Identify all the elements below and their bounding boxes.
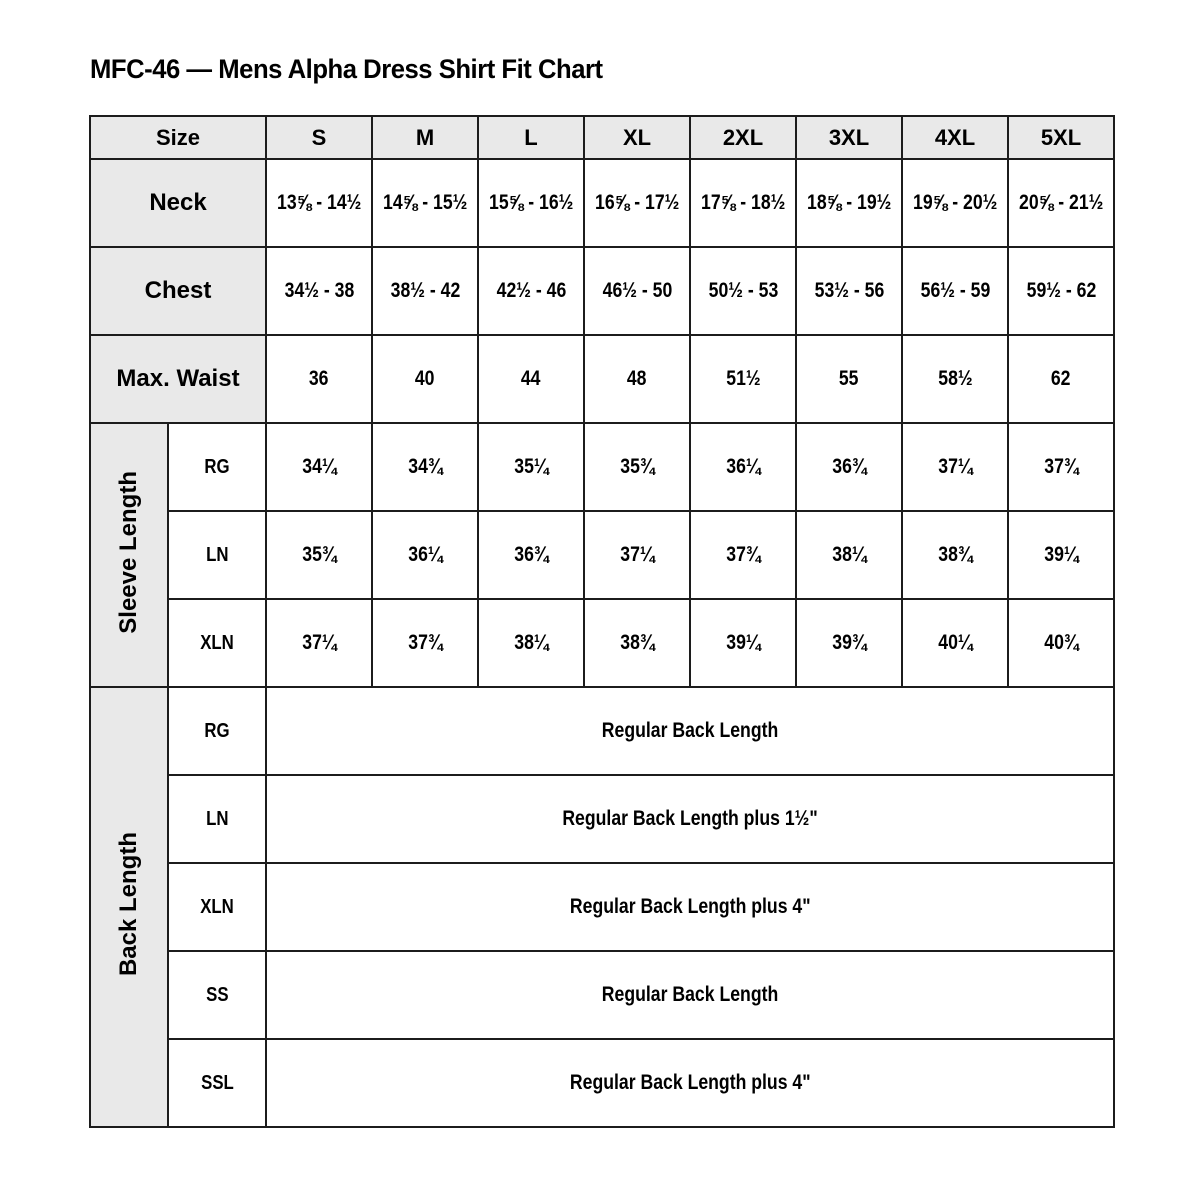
- chest-cell: [690, 247, 796, 335]
- size-column-header-2xl: 2XL: [690, 116, 796, 159]
- sleeve-ln-cell: [584, 511, 690, 599]
- row-label-max-waist: Max. Waist: [90, 335, 266, 423]
- back-code: XLN: [200, 895, 234, 918]
- cell-value: 14⅝ - 15½: [382, 191, 468, 214]
- cell-value: 38¼: [831, 543, 867, 566]
- size-column-header-l: L: [478, 116, 584, 159]
- back-code-cell: [168, 687, 266, 775]
- chest-cell: [372, 247, 478, 335]
- max-waist-cell: [902, 335, 1008, 423]
- back-code-cell: [168, 951, 266, 1039]
- neck-cell: [584, 159, 690, 247]
- back-length-label: Back Length: [115, 832, 142, 977]
- page-title-text: MFC-46 — Mens Alpha Dress Shirt Fit Chart: [90, 54, 603, 84]
- neck-cell: [266, 159, 372, 247]
- sleeve-code: XLN: [200, 631, 234, 654]
- cell-value: 13⅝ - 14½: [276, 191, 362, 214]
- back-xln-row: [90, 863, 1114, 951]
- sleeve-rg-cell: [796, 423, 902, 511]
- sleeve-rg-cell: [584, 423, 690, 511]
- sleeve-xln-cell: [372, 599, 478, 687]
- cell-value: 34½ - 38: [284, 279, 354, 302]
- back-code: RG: [204, 719, 230, 742]
- cell-value: 36¾: [831, 455, 867, 478]
- max-waist-cell: [796, 335, 902, 423]
- cell-value: 53½ - 56: [814, 279, 884, 302]
- back-code-cell: [168, 863, 266, 951]
- sleeve-code: RG: [204, 455, 230, 478]
- size-column-header-s: S: [266, 116, 372, 159]
- max-waist-row: [90, 335, 1114, 423]
- back-ln-description-cell: [266, 775, 1114, 863]
- cell-value: 36¼: [725, 455, 761, 478]
- sleeve-rg-cell: [266, 423, 372, 511]
- cell-value: 39¼: [725, 631, 761, 654]
- cell-value: 37¾: [725, 543, 761, 566]
- cell-value: 55: [839, 367, 859, 390]
- max-waist-cell: [372, 335, 478, 423]
- chest-cell: [266, 247, 372, 335]
- cell-value: 36¾: [513, 543, 549, 566]
- sleeve-xln-cell: [478, 599, 584, 687]
- chest-row: [90, 247, 1114, 335]
- cell-value: 62: [1051, 367, 1071, 390]
- cell-value: 39¼: [1043, 543, 1079, 566]
- sleeve-xln-cell: [266, 599, 372, 687]
- max-waist-cell: [584, 335, 690, 423]
- back-ss-description-cell: [266, 951, 1114, 1039]
- sleeve-ln-cell: [902, 511, 1008, 599]
- cell-value: 35¾: [301, 543, 337, 566]
- cell-value: 37¾: [1043, 455, 1079, 478]
- cell-value: 18⅝ - 19½: [806, 191, 892, 214]
- sleeve-rg-cell: [478, 423, 584, 511]
- back-ss-row: [90, 951, 1114, 1039]
- sleeve-length-group-cell: [90, 423, 168, 687]
- cell-value: 48: [627, 367, 647, 390]
- cell-value: 40: [415, 367, 435, 390]
- back-ssl-row: [90, 1039, 1114, 1127]
- cell-value: 37¼: [937, 455, 973, 478]
- row-label-chest: Chest: [90, 247, 266, 335]
- sleeve-xln-cell: [902, 599, 1008, 687]
- cell-value: 20⅝ - 21½: [1018, 191, 1104, 214]
- cell-value: 59½ - 62: [1026, 279, 1096, 302]
- cell-value: 40¼: [937, 631, 973, 654]
- cell-value: 38¼: [513, 631, 549, 654]
- sleeve-length-label: Sleeve Length: [115, 471, 142, 634]
- max-waist-cell: [1008, 335, 1114, 423]
- size-column-header-xl: XL: [584, 116, 690, 159]
- back-code: SS: [205, 983, 229, 1006]
- cell-value: 50½ - 53: [708, 279, 778, 302]
- cell-value: Regular Back Length: [601, 719, 779, 742]
- cell-value: 35¼: [513, 455, 549, 478]
- sleeve-ln-cell: [266, 511, 372, 599]
- sleeve-rg-cell: [902, 423, 1008, 511]
- cell-value: 38½ - 42: [390, 279, 460, 302]
- sleeve-ln-cell: [372, 511, 478, 599]
- chest-cell: [584, 247, 690, 335]
- cell-value: 36¼: [407, 543, 443, 566]
- max-waist-cell: [690, 335, 796, 423]
- cell-value: 37¼: [619, 543, 655, 566]
- neck-cell: [1008, 159, 1114, 247]
- sleeve-xln-cell: [1008, 599, 1114, 687]
- chest-cell: [902, 247, 1008, 335]
- sleeve-xln-cell: [796, 599, 902, 687]
- neck-cell: [902, 159, 1008, 247]
- sleeve-code-cell: [168, 423, 266, 511]
- sleeve-ln-cell: [690, 511, 796, 599]
- back-rg-description-cell: [266, 687, 1114, 775]
- size-column-header-3xl: 3XL: [796, 116, 902, 159]
- size-header-row: [90, 116, 1114, 159]
- sleeve-ln-cell: [796, 511, 902, 599]
- page-title: [90, 54, 630, 85]
- sleeve-xln-cell: [584, 599, 690, 687]
- sleeve-xln-cell: [690, 599, 796, 687]
- sleeve-rg-cell: [372, 423, 478, 511]
- sleeve-rg-cell: [1008, 423, 1114, 511]
- cell-value: 37¾: [407, 631, 443, 654]
- sleeve-code-cell: [168, 599, 266, 687]
- back-length-group-cell: [90, 687, 168, 1127]
- size-corner-header: Size: [90, 116, 266, 159]
- neck-cell: [796, 159, 902, 247]
- sleeve-rg-row: [90, 423, 1114, 511]
- chest-cell: [478, 247, 584, 335]
- cell-value: 17⅝ - 18½: [700, 191, 786, 214]
- cell-value: 40¾: [1043, 631, 1079, 654]
- cell-value: 56½ - 59: [920, 279, 990, 302]
- cell-value: 36: [309, 367, 329, 390]
- cell-value: 15⅝ - 16½: [488, 191, 574, 214]
- back-code: LN: [205, 807, 229, 830]
- cell-value: Regular Back Length plus 4": [569, 1071, 811, 1094]
- sleeve-xln-row: [90, 599, 1114, 687]
- back-ln-row: [90, 775, 1114, 863]
- cell-value: 44: [521, 367, 541, 390]
- sleeve-code: LN: [205, 543, 229, 566]
- neck-cell: [478, 159, 584, 247]
- back-code-cell: [168, 775, 266, 863]
- sleeve-ln-row: [90, 511, 1114, 599]
- cell-value: Regular Back Length: [601, 983, 779, 1006]
- sleeve-ln-cell: [1008, 511, 1114, 599]
- back-rg-row: [90, 687, 1114, 775]
- cell-value: 46½ - 50: [602, 279, 672, 302]
- cell-value: Regular Back Length plus 4": [569, 895, 811, 918]
- cell-value: 19⅝ - 20½: [912, 191, 998, 214]
- back-code-cell: [168, 1039, 266, 1127]
- neck-cell: [372, 159, 478, 247]
- cell-value: 38¾: [619, 631, 655, 654]
- back-code: SSL: [200, 1071, 234, 1094]
- cell-value: 34¼: [301, 455, 337, 478]
- back-xln-description-cell: [266, 863, 1114, 951]
- back-ssl-description-cell: [266, 1039, 1114, 1127]
- max-waist-cell: [478, 335, 584, 423]
- max-waist-cell: [266, 335, 372, 423]
- neck-cell: [690, 159, 796, 247]
- cell-value: 51½: [725, 367, 761, 390]
- sleeve-rg-cell: [690, 423, 796, 511]
- size-column-header-5xl: 5XL: [1008, 116, 1114, 159]
- chest-cell: [796, 247, 902, 335]
- cell-value: 58½: [937, 367, 973, 390]
- cell-value: Regular Back Length plus 1½": [562, 807, 818, 830]
- row-label-neck: Neck: [90, 159, 266, 247]
- size-column-header-m: M: [372, 116, 478, 159]
- fit-chart-table: [89, 115, 1115, 1128]
- cell-value: 34¾: [407, 455, 443, 478]
- sleeve-ln-cell: [478, 511, 584, 599]
- cell-value: 42½ - 46: [496, 279, 566, 302]
- cell-value: 16⅝ - 17½: [594, 191, 680, 214]
- neck-row: [90, 159, 1114, 247]
- cell-value: 37¼: [301, 631, 337, 654]
- sleeve-code-cell: [168, 511, 266, 599]
- cell-value: 38¾: [937, 543, 973, 566]
- cell-value: 39¾: [831, 631, 867, 654]
- cell-value: 35¾: [619, 455, 655, 478]
- chest-cell: [1008, 247, 1114, 335]
- size-column-header-4xl: 4XL: [902, 116, 1008, 159]
